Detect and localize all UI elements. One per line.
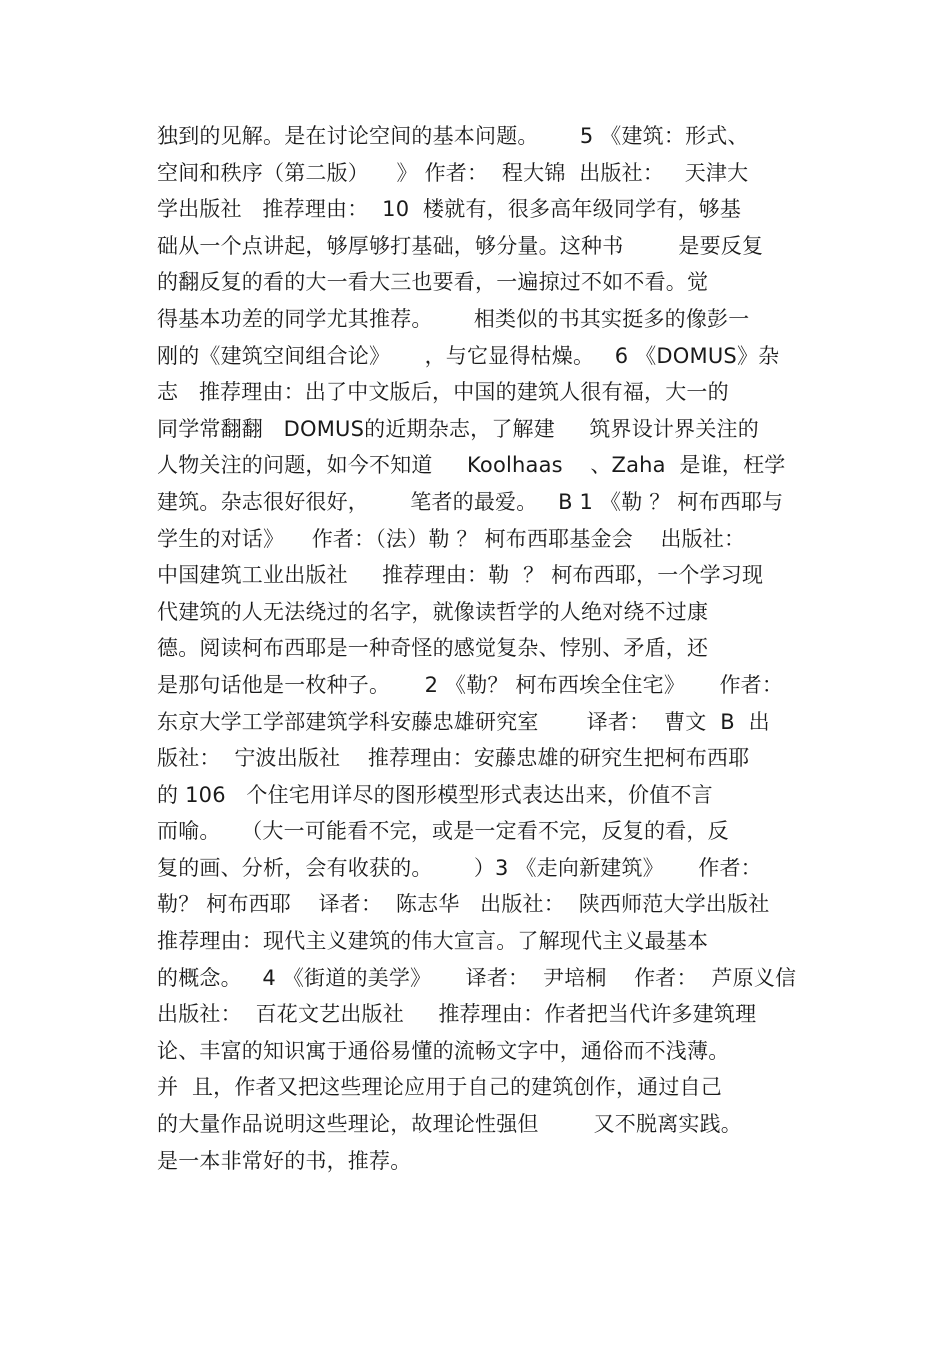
text-line: 是那句话他是一枚种子。 2 《勒？ 柯布西埃全住宅》 作者：: [157, 672, 784, 697]
text-line: 独到的见解。是在讨论空间的基本问题。 5 《建筑：形式、: [157, 124, 749, 148]
text-line: 础从一个点讲起，够厚够打基础，够分量。这种书 是要反复: [157, 233, 764, 258]
text-line: 复的画、分析，会有收获的。 ）3 《走向新建筑》 作者：: [157, 855, 762, 880]
text-line: 学生的对话》 作者：（法）勒 ？ 柯布西耶基金会 出版社：: [157, 526, 746, 551]
text-line: 是一本非常好的书，推荐。: [157, 1148, 412, 1173]
text-line: 志 推荐理由：出了中文版后，中国的建筑人很有福，大一的: [157, 380, 729, 405]
text-line: 而喻。 （大一可能看不完，或是一定看不完，反复的看，反: [157, 819, 729, 844]
text-line: 学出版社 推荐理由： 10 楼就有，很多高年级同学有，够基: [157, 197, 742, 222]
text-line: 并 且，作者又把这些理论应用于自己的建筑创作，通过自己: [157, 1075, 722, 1100]
text-line: 人物关注的问题，如今不知道 Koolhaas 、Zaha 是谁，枉学: [157, 453, 786, 478]
text-line: 出版社： 百花文艺出版社 推荐理由：作者把当代许多建筑理: [157, 1002, 757, 1027]
text-line: 建筑。杂志很好很好， 笔者的最爱。 B 1 《勒 ？ 柯布西耶与: [157, 489, 784, 514]
text-line: 同学常翻翻 DOMUS的近期杂志，了解建 筑界设计界关注的: [157, 416, 759, 441]
text-line: 的概念。 4 《街道的美学》 译者： 尹培桐 作者： 芦原义信: [157, 965, 797, 990]
text-line: 勒？ 柯布西耶 译者： 陈志华 出版社： 陕西师范大学出版社: [157, 892, 770, 917]
text-line: 德。阅读柯布西耶是一种奇怪的感觉复杂、悖别、矛盾，还: [157, 636, 709, 661]
text-line: 得基本功差的同学尤其推荐。 相类似的书其实挺多的像彭一: [157, 306, 750, 331]
text-line: 的翻反复的看的大一看大三也要看，一遍掠过不如不看。觉: [157, 270, 709, 295]
text-line: 的 106 个住宅用详尽的图形模型形式表达出来，价值不言: [157, 782, 713, 807]
text-line: 中国建筑工业出版社 推荐理由：勒 ？ 柯布西耶，一个学习现: [157, 563, 764, 588]
text-line: 刚的《建筑空间组合论》 ，与它显得枯燥。 6 《DOMUS》杂: [157, 343, 780, 368]
text-line: 空间和秩序（第二版） 》 作者： 程大锦 出版社： 天津大: [157, 160, 749, 185]
text-line: 东京大学工学部建筑学科安藤忠雄研究室 译者： 曹文 B 出: [157, 709, 770, 734]
text-line: 推荐理由：现代主义建筑的伟大宣言。了解现代主义最基本: [157, 929, 709, 954]
body-text: [157, 118, 857, 1179]
text-line: 代建筑的人无法绕过的名字，就像读哲学的人绝对绕不过康: [157, 599, 709, 624]
text-line: 论、丰富的知识寓于通俗易懂的流畅文字中，通俗而不浅薄。: [157, 1038, 730, 1063]
text-line: 版社： 宁波出版社 推荐理由：安藤忠雄的研究生把柯布西耶: [157, 746, 750, 771]
text-line: 的大量作品说明这些理论，故理论性强但 又不脱离实践。: [157, 1112, 742, 1137]
